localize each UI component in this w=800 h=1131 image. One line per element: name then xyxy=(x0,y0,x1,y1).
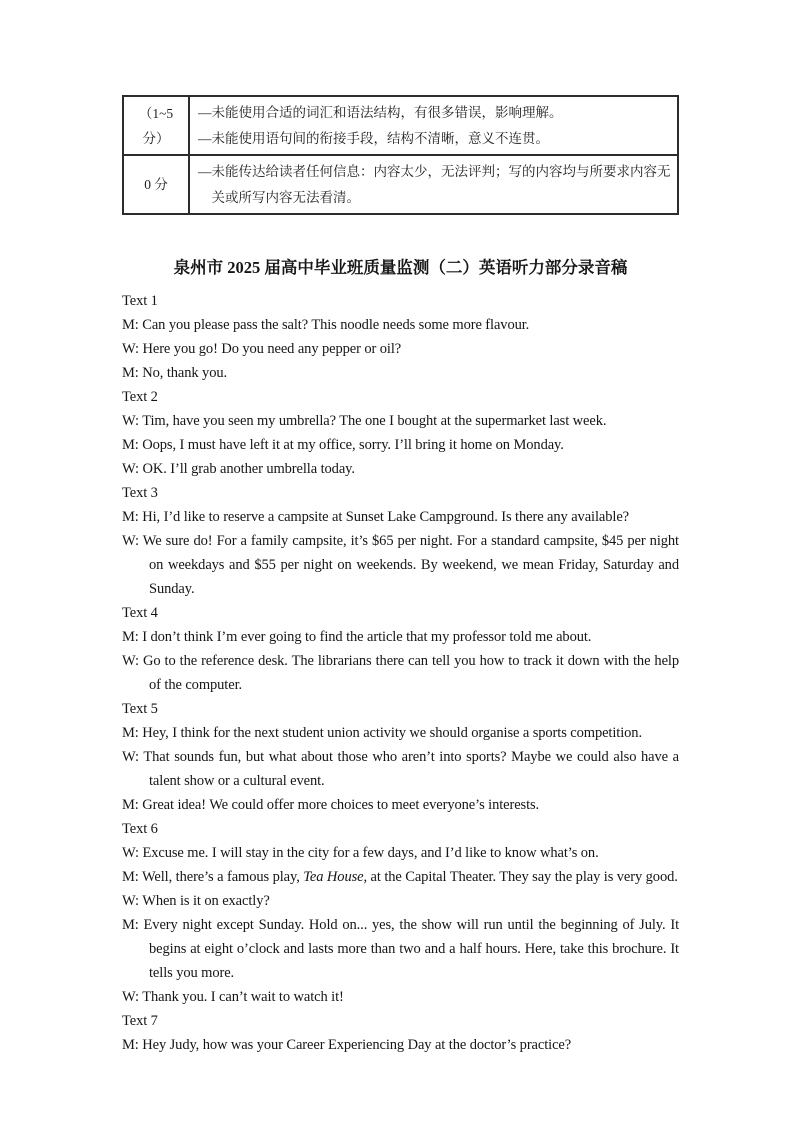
dialogue-line: W: We sure do! For a family campsite, it’s $65 per night. For a standard campsite, $45 per night on weekdays and $55 per night on weekends. By weekend, we mean Friday, Saturday and Sunday. xyxy=(122,533,679,597)
dialogue-line: M: No, thank you. xyxy=(122,365,228,381)
rubric-criteria-cell xyxy=(189,155,678,214)
text-section-heading: Text 5 xyxy=(122,701,158,717)
dialogue-line: M: Oops, I must have left it at my office, sorry. I’ll bring it home on Monday. xyxy=(122,437,564,453)
text-section-heading: Text 2 xyxy=(122,389,158,405)
text-section-heading: Text 3 xyxy=(122,485,158,501)
rubric-score-line: 分） xyxy=(142,130,170,146)
dialogue-line: W: Thank you. I can’t wait to watch it! xyxy=(122,989,344,1005)
dialogue-line: W: That sounds fun, but what about those who aren’t into sports? Maybe we could also have a talent show or a cultural event. xyxy=(122,749,679,789)
page-content xyxy=(122,95,679,1057)
dialogue-line: M: Can you please pass the salt? This noodle needs some more flavour. xyxy=(122,317,530,333)
rubric-row xyxy=(123,96,678,155)
text-section-heading: Text 4 xyxy=(122,605,158,621)
dialogue-line: W: Here you go! Do you need any pepper or oil? xyxy=(122,341,402,357)
dialogue-line: M: Hey, I think for the next student union activity we should organise a sports competition. xyxy=(122,725,642,741)
play-title-italic: Tea House xyxy=(303,869,364,885)
rubric-row xyxy=(123,155,678,214)
rubric-criteria-item: —未能使用合适的词汇和语法结构，有很多错误，影响理解。 xyxy=(198,105,563,120)
dialogue-line: W: Go to the reference desk. The librarians there can tell you how to track it down with the help of the computer. xyxy=(122,653,679,693)
dialogue-line: M: Great idea! We could offer more choices to meet everyone’s interests. xyxy=(122,797,540,813)
dialogue-line: W: OK. I’ll grab another umbrella today. xyxy=(122,461,355,477)
listening-transcript xyxy=(122,289,679,1057)
rubric-criteria-item: —未能使用语句间的衔接手段，结构不清晰，意义不连贯。 xyxy=(198,130,549,146)
dialogue-line: M: Hey Judy, how was your Career Experiencing Day at the doctor’s practice? xyxy=(122,1037,572,1053)
dialogue-line: M: Hi, I’d like to reserve a campsite at Sunset Lake Campground. Is there any available? xyxy=(122,509,629,525)
rubric-criteria-cell xyxy=(189,96,678,155)
scoring-rubric-table xyxy=(122,95,679,215)
dialogue-line: W: When is it on exactly? xyxy=(122,893,270,909)
dialogue-line: W: Excuse me. I will stay in the city for a few days, and I’d like to know what’s on. xyxy=(122,845,599,861)
rubric-score-cell xyxy=(123,155,189,214)
text-section-heading: Text 6 xyxy=(122,821,158,837)
text-section-heading: Text 1 xyxy=(122,293,158,309)
rubric-score-line: （1~5 xyxy=(138,105,174,121)
dialogue-line: M: Well, there’s a famous play, Tea House, at the Capital Theater. They say the play is very good. xyxy=(122,869,678,885)
text-section-heading: Text 7 xyxy=(122,1013,158,1029)
rubric-score-line: 0 分 xyxy=(144,177,168,192)
scoring-rubric-body xyxy=(123,96,678,214)
dialogue-line: W: Tim, have you seen my umbrella? The one I bought at the supermarket last week. xyxy=(122,413,607,429)
rubric-criteria-item: —未能传达给读者任何信息：内容太少，无法评判；写的内容均与所要求内容无关或所写内容无法看清。 xyxy=(198,164,671,205)
rubric-score-cell xyxy=(123,96,189,155)
dialogue-line: M: I don’t think I’m ever going to find the article that my professor told me about. xyxy=(122,629,592,645)
page-title: 泉州市 2025 届高中毕业班质量监测（二）英语听力部分录音稿 xyxy=(173,258,628,277)
dialogue-line: M: Every night except Sunday. Hold on... yes, the show will run until the beginning of July. It begins at eight o’clock and lasts more than two and a half hours. Here, take this brochure. It tells you more. xyxy=(122,917,679,981)
